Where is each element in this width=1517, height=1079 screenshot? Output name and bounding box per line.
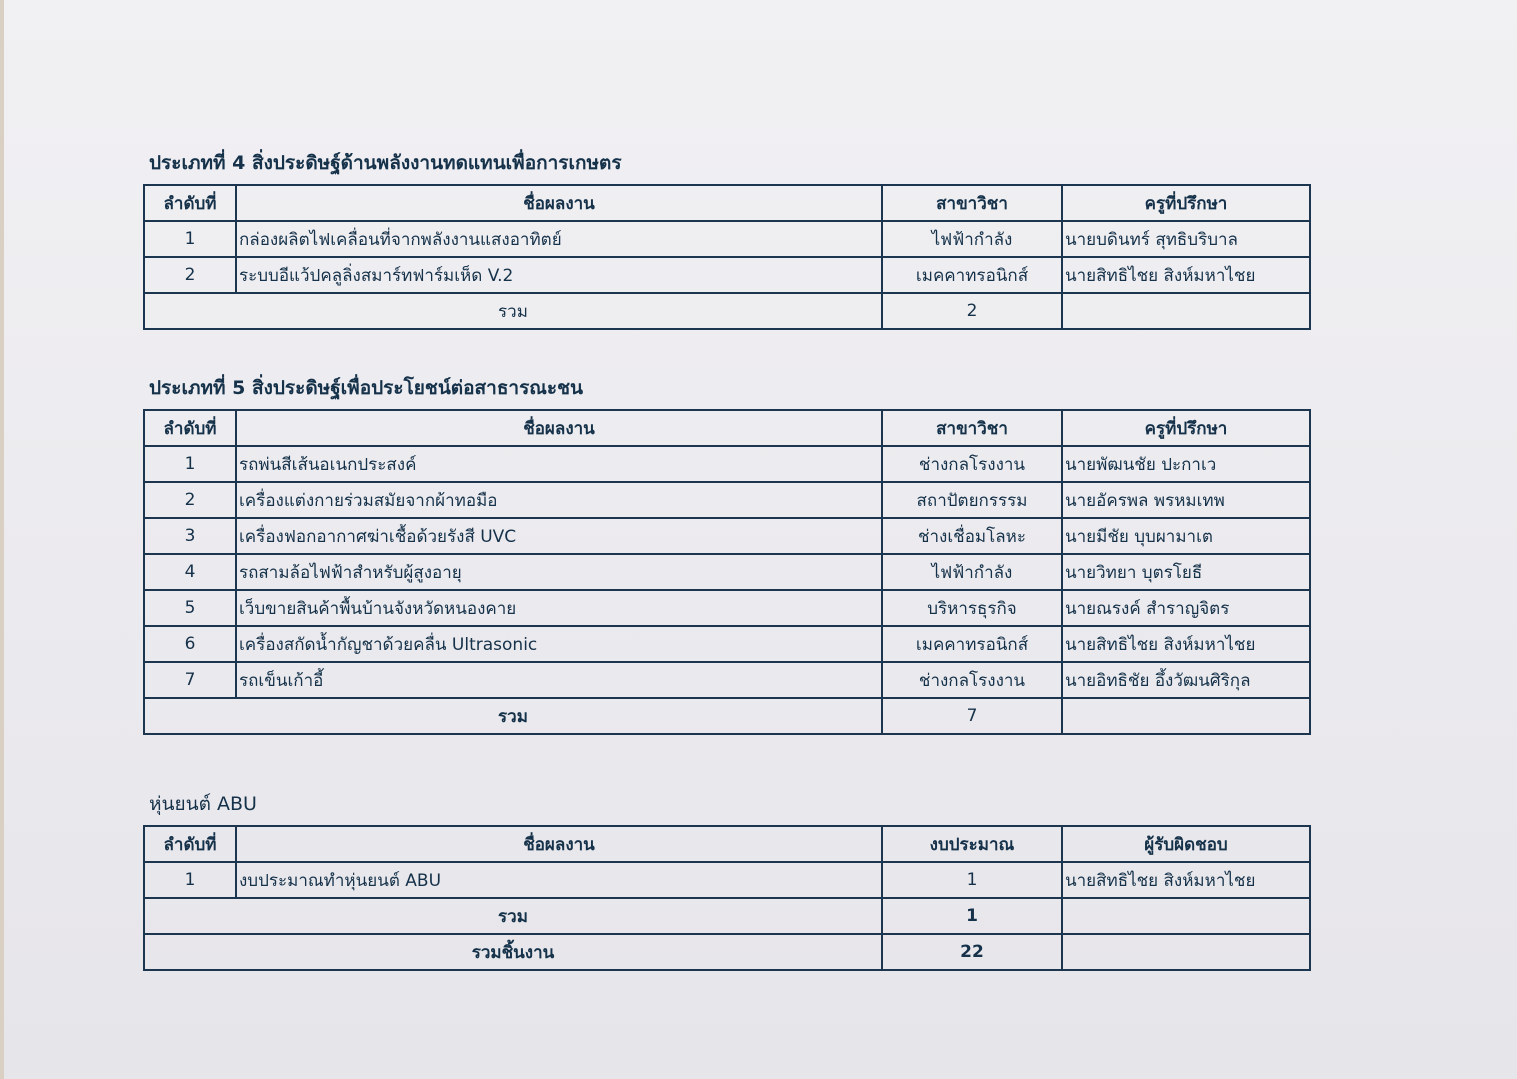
row-advisor: นายสิทธิไชย สิงห์มหาไชย [1062,257,1310,293]
row-no: 7 [144,662,236,698]
header-order: ลำดับที่ [144,410,236,446]
section-heading: ประเภทที่ 5 สิ่งประดิษฐ์เพื่อประโยชน์ต่อสาธารณะชน [149,377,584,399]
section-type-5 [143,373,1306,735]
section-abu-robot [143,789,1306,971]
total-empty-cell [1062,293,1310,329]
total-value: 2 [882,293,1062,329]
row-work-name: เครื่องแต่งกายร่วมสมัยจากผ้าทอมือ [236,482,882,518]
row-no: 5 [144,590,236,626]
row-advisor: นายสิทธิไชย สิงห์มหาไชย [1062,626,1310,662]
total-row [144,698,1310,734]
paper-page [4,0,1517,1079]
grand-total-value: 22 [882,934,1062,970]
row-advisor: นายณรงค์ สำราญจิตร [1062,590,1310,626]
table-row [144,221,1310,257]
row-no: 2 [144,257,236,293]
results-table [143,409,1311,735]
grand-total-empty-cell [1062,934,1310,970]
row-advisor: นายอัครพล พรหมเทพ [1062,482,1310,518]
row-work-name: เครื่องสกัดน้ำกัญชาด้วยคลื่น Ultrasonic [236,626,882,662]
row-field: สถาปัตยกรรรม [882,482,1062,518]
row-field: ไฟฟ้ากำลัง [882,221,1062,257]
row-field: ไฟฟ้ากำลัง [882,554,1062,590]
row-advisor: นายพัฒนชัย ปะกาเว [1062,446,1310,482]
header-work-name: ชื่อผลงาน [236,826,882,862]
header-field: สาขาวิชา [882,185,1062,221]
grand-total-label: รวมชิ้นงาน [144,934,882,970]
row-no: 4 [144,554,236,590]
row-advisor: นายมีชัย บุบผามาเต [1062,518,1310,554]
table-row [144,554,1310,590]
total-label: รวม [144,293,882,329]
total-value: 7 [882,698,1062,734]
total-label: รวม [144,898,882,934]
section-heading: หุ่นยนต์ ABU [149,793,257,815]
table-row [144,662,1310,698]
total-row [144,898,1310,934]
row-field: เมคคาทรอนิกส์ [882,257,1062,293]
table-row [144,626,1310,662]
row-work-name: เว็บขายสินค้าพื้นบ้านจังหวัดหนองคาย [236,590,882,626]
total-value: 1 [882,898,1062,934]
row-no: 6 [144,626,236,662]
results-table [143,825,1311,971]
row-field: เมคคาทรอนิกส์ [882,626,1062,662]
row-field: ช่างกลโรงงาน [882,446,1062,482]
row-no: 1 [144,446,236,482]
table-row [144,482,1310,518]
row-no: 3 [144,518,236,554]
section-heading: ประเภทที่ 4 สิ่งประดิษฐ์ด้านพลังงานทดแทนเพื่อการเกษตร [149,152,622,174]
row-no: 1 [144,221,236,257]
table-row [144,862,1310,898]
row-work-name: งบประมาณทำหุ่นยนต์ ABU [236,862,882,898]
header-order: ลำดับที่ [144,185,236,221]
header-advisor: ครูที่ปรึกษา [1062,410,1310,446]
table-row [144,257,1310,293]
table-row [144,518,1310,554]
total-label: รวม [144,698,882,734]
header-budget: งบประมาณ [882,826,1062,862]
row-field: ช่างกลโรงงาน [882,662,1062,698]
total-empty-cell [1062,698,1310,734]
section-type-4 [143,148,1306,330]
header-responsible: ผู้รับผิดชอบ [1062,826,1310,862]
header-field: สาขาวิชา [882,410,1062,446]
table-header-row [144,410,1310,446]
header-work-name: ชื่อผลงาน [236,185,882,221]
row-field: บริหารธุรกิจ [882,590,1062,626]
row-work-name: รถเข็นเก้าอี้ [236,662,882,698]
row-no: 2 [144,482,236,518]
row-responsible: นายสิทธิไชย สิงห์มหาไชย [1062,862,1310,898]
total-empty-cell [1062,898,1310,934]
row-advisor: นายวิทยา บุตรโยธี [1062,554,1310,590]
header-work-name: ชื่อผลงาน [236,410,882,446]
table-header-row [144,185,1310,221]
table-header-row [144,826,1310,862]
row-advisor: นายอิทธิชัย อึ้งวัฒนศิริกุล [1062,662,1310,698]
grand-total-row [144,934,1310,970]
row-work-name: รถสามล้อไฟฟ้าสำหรับผู้สูงอายุ [236,554,882,590]
row-work-name: กล่องผลิตไฟเคลื่อนที่จากพลังงานแสงอาทิตย์ [236,221,882,257]
results-table [143,184,1311,330]
row-work-name: เครื่องฟอกอากาศฆ่าเชื้อด้วยรังสี UVC [236,518,882,554]
header-order: ลำดับที่ [144,826,236,862]
header-advisor: ครูที่ปรึกษา [1062,185,1310,221]
row-advisor: นายบดินทร์ สุทธิบริบาล [1062,221,1310,257]
table-row [144,590,1310,626]
row-field: ช่างเชื่อมโลหะ [882,518,1062,554]
row-budget: 1 [882,862,1062,898]
row-work-name: รถพ่นสีเส้นอเนกประสงค์ [236,446,882,482]
row-no: 1 [144,862,236,898]
row-work-name: ระบบอีแว้ปคลูลิ่งสมาร์ทฟาร์มเห็ด V.2 [236,257,882,293]
total-row [144,293,1310,329]
table-row [144,446,1310,482]
